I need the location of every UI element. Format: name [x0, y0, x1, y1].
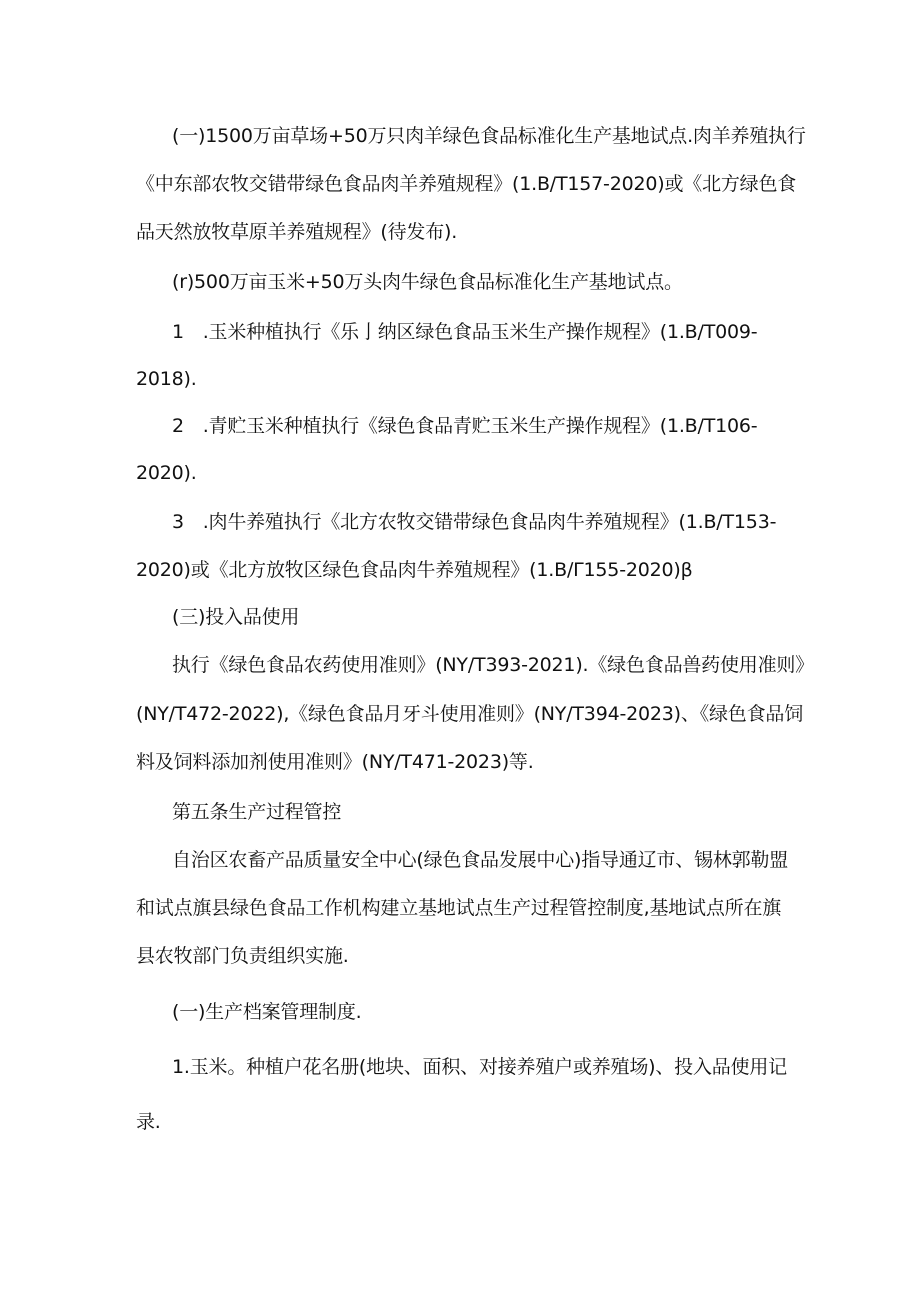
text-line: 3 .肉牛养殖执行《北方农牧交错带绿色食品肉牛养殖规程》(1.B/T153- — [172, 511, 777, 533]
text-line: 自治区农畜产品质量安全中心(绿色食品发展中心)指导通辽市、锡林郭勒盟 — [172, 849, 789, 871]
text-line: (r)500万亩玉米+50万头肉牛绿色食品标准化生产基地试点。 — [172, 271, 683, 293]
text-line: 2020)或《北方放牧区绿色食品肉牛养殖规程》(1.B∕Γ155-2020)β — [136, 559, 693, 581]
text-line: 料及饲料添加剂使用准则》(NY/T471-2023)等. — [136, 751, 534, 773]
text-line: (三)投入品使用 — [172, 606, 300, 628]
text-line: (一)1500万亩草场+50万只肉羊绿色食品标准化生产基地试点.肉羊养殖执行 — [172, 125, 806, 147]
text-line: 录. — [136, 1111, 161, 1133]
text-line: 执行《绿色食品农药使用准则》(NY/T393-2021).《绿色食品兽药使用准则》 — [172, 654, 814, 676]
text-line: 《中东部农牧交错带绿色食品肉羊养殖规程》(1.B/T157-2020)或《北方绿色食 — [136, 173, 797, 195]
text-line: 第五条生产过程管控 — [172, 801, 342, 823]
text-line: (NY/T472-2022),《绿色食品月牙斗使用准则》(NY/T394-2023)、《绿色食品饲 — [136, 703, 803, 725]
text-line: 品天然放牧草原羊养殖规程》(待发布). — [136, 221, 458, 243]
text-line: 1.玉米。种植户花名册(地块、面积、对接养殖户或养殖场)、投入品使用记 — [172, 1056, 787, 1078]
text-line: 和试点旗县绿色食品工作机构建立基地试点生产过程管控制度,基地试点所在旗 — [136, 897, 782, 919]
text-line: 2 .青贮玉米种植执行《绿色食品青贮玉米生产操作规程》(1.B/T106- — [172, 415, 758, 437]
text-line: 1 .玉米种植执行《乐亅纳区绿色食品玉米生产操作规程》(1.B/T009- — [172, 321, 758, 343]
text-line: 2018). — [136, 368, 197, 390]
text-line: (一)生产档案管理制度. — [172, 1001, 362, 1023]
text-line: 县农牧部门负责组织实施. — [136, 945, 349, 967]
text-line: 2020). — [136, 462, 197, 484]
